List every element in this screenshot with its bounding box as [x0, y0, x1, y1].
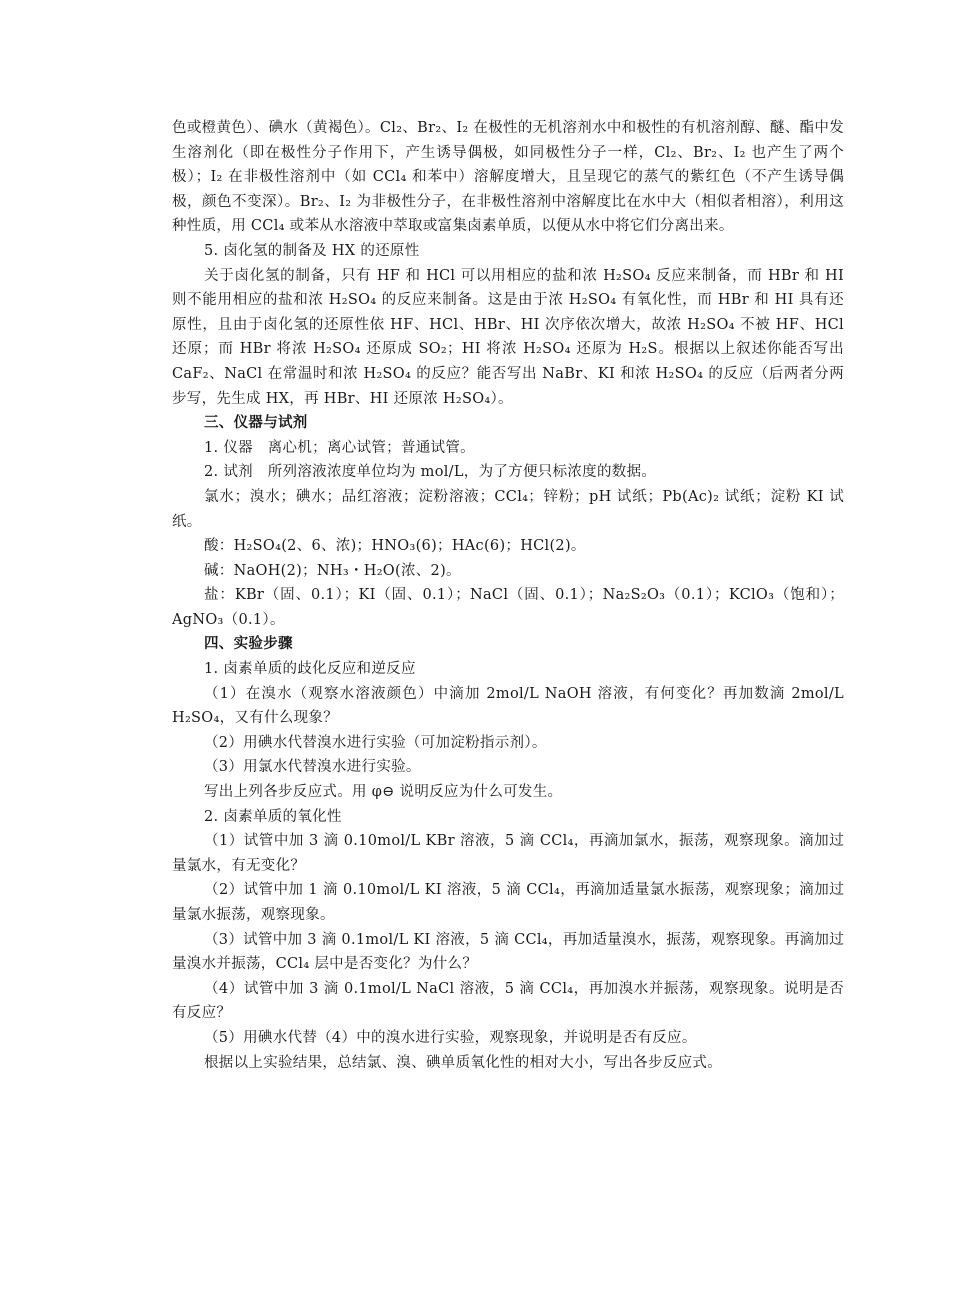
step-2-1: （1）试管中加 3 滴 0.10mol/L KBr 溶液，5 滴 CCl₄，再滴加氯水，振荡，观察现象。滴加过量氯水，有无变化？	[172, 833, 844, 874]
step-1-1: （1）在溴水（观察水溶液颜色）中滴加 2mol/L NaOH 溶液，有何变化？再加数滴 2mol/L H₂SO₄，又有什么现象？	[172, 685, 844, 727]
reagents-general: 氯水；溴水；碘水；品红溶液；淀粉溶液；CCl₄；锌粉；pH 试纸；Pb(Ac)₂ 试纸；淀粉 KI 试纸。	[172, 488, 844, 530]
paragraph-hx-preparation: 关于卤化氢的制备，只有 HF 和 HCl 可以用相应的盐和浓 H₂SO₄ 反应来制备，而 HBr 和 HI 则不能用相应的盐和浓 H₂SO₄ 的反应来制备。这是由于浓 H₂SO₄ 有氧化性，而 HBr 和 HI 具有还原性，且由于卤化氢的还原性依 HF、HCl、HBr、HI 次序依次增大，故浓 H₂SO₄ 不被 HF、HCl 还原；而 HBr 将浓 H₂SO₄ 还原成 SO₂；HI 将浓 H₂SO₄ 还原为 H₂S。根据以上叙述你能否写出 CaF₂、NaCl 在常温时和浓 H₂SO₄ 的反应？能否写出 NaBr、KI 和浓 H₂SO₄ 的反应（后两者分两步写，先生成 HX，再 HBr、HI 还原浓 H₂SO₄）。	[172, 267, 844, 407]
conclusion-line: 根据以上实验结果，总结氯、溴、碘单质氧化性的相对大小，写出各步反应式。	[204, 1054, 722, 1071]
instruments-line: 1. 仪器 离心机；离心试管；普通试管。	[204, 439, 475, 456]
subheading-disproportionation: 1. 卤素单质的歧化反应和逆反应	[204, 661, 416, 678]
reagents-acid: 酸：H₂SO₄(2、6、浓)；HNO₃(6)；HAc(6)；HCl(2)。	[204, 538, 586, 555]
paragraph-halogen-solubility: 色或橙黄色）、碘水（黄褐色）。Cl₂、Br₂、I₂ 在极性的无机溶剂水中和极性的有机溶剂醇、醚、酯中发生溶剂化（即在极性分子作用下，产生诱导偶极，如同极性分子一样，Cl₂、Br₂、I₂ 也产生了两个极）；I₂ 在非极性溶剂中（如 CCl₄ 和苯中）溶解度增大，且呈现它的蒸气的紫红色（不产生诱导偶极，颜色不变深）。Br₂、I₂ 为非极性分子，在非极性溶剂中溶解度比在水中大（相似者相溶），利用这种性质，用 CCl₄ 或苯从水溶液中萃取或富集卤素单质，以便从水中将它们分离出来。	[172, 120, 844, 235]
step-2-2: （2）试管中加 1 滴 0.10mol/L KI 溶液，5 滴 CCl₄，再滴加适量氯水振荡，观察现象；滴加过量氯水振荡，观察现象。	[172, 882, 844, 923]
reagents-line: 2. 试剂 所列溶液浓度单位均为 mol/L，为了方便只标浓度的数据。	[204, 464, 657, 481]
subheading-hx-preparation: 5. 卤化氢的制备及 HX 的还原性	[204, 242, 420, 259]
document-page	[172, 116, 844, 1075]
subheading-oxidizing: 2. 卤素单质的氧化性	[204, 808, 342, 825]
reagents-salt: 盐：KBr（固、0.1）；KI（固、0.1）；NaCl（固、0.1）；Na₂S₂O₃（0.1）；KClO₃（饱和）；AgNO₃（0.1）。	[172, 587, 844, 628]
section-heading-instruments: 三、仪器与试剂	[204, 414, 308, 432]
step-2-5: （5）用碘水代替（4）中的溴水进行实验，观察现象，并说明是否有反应。	[204, 1029, 697, 1046]
step-1-2: （2）用碘水代替溴水进行实验（可加淀粉指示剂）。	[204, 734, 547, 751]
step-2-4: （4）试管中加 3 滴 0.1mol/L NaCl 溶液，5 滴 CCl₄，再加溴水并振荡，观察现象。说明是否有反应？	[172, 980, 844, 1022]
step-1-3: （3）用氯水代替溴水进行实验。	[204, 759, 421, 776]
section-heading-procedure: 四、实验步骤	[204, 635, 293, 653]
step-2-3: （3）试管中加 3 滴 0.1mol/L KI 溶液，5 滴 CCl₄，再加适量溴水，振荡，观察现象。再滴加过量溴水并振荡，CCl₄ 层中是否变化？为什么？	[172, 931, 844, 973]
step-1-note: 写出上列各步反应式。用 φ⊖ 说明反应为什么可发生。	[204, 784, 563, 801]
reagents-base: 碱：NaOH(2)；NH₃・H₂O(浓、2)。	[204, 562, 461, 579]
